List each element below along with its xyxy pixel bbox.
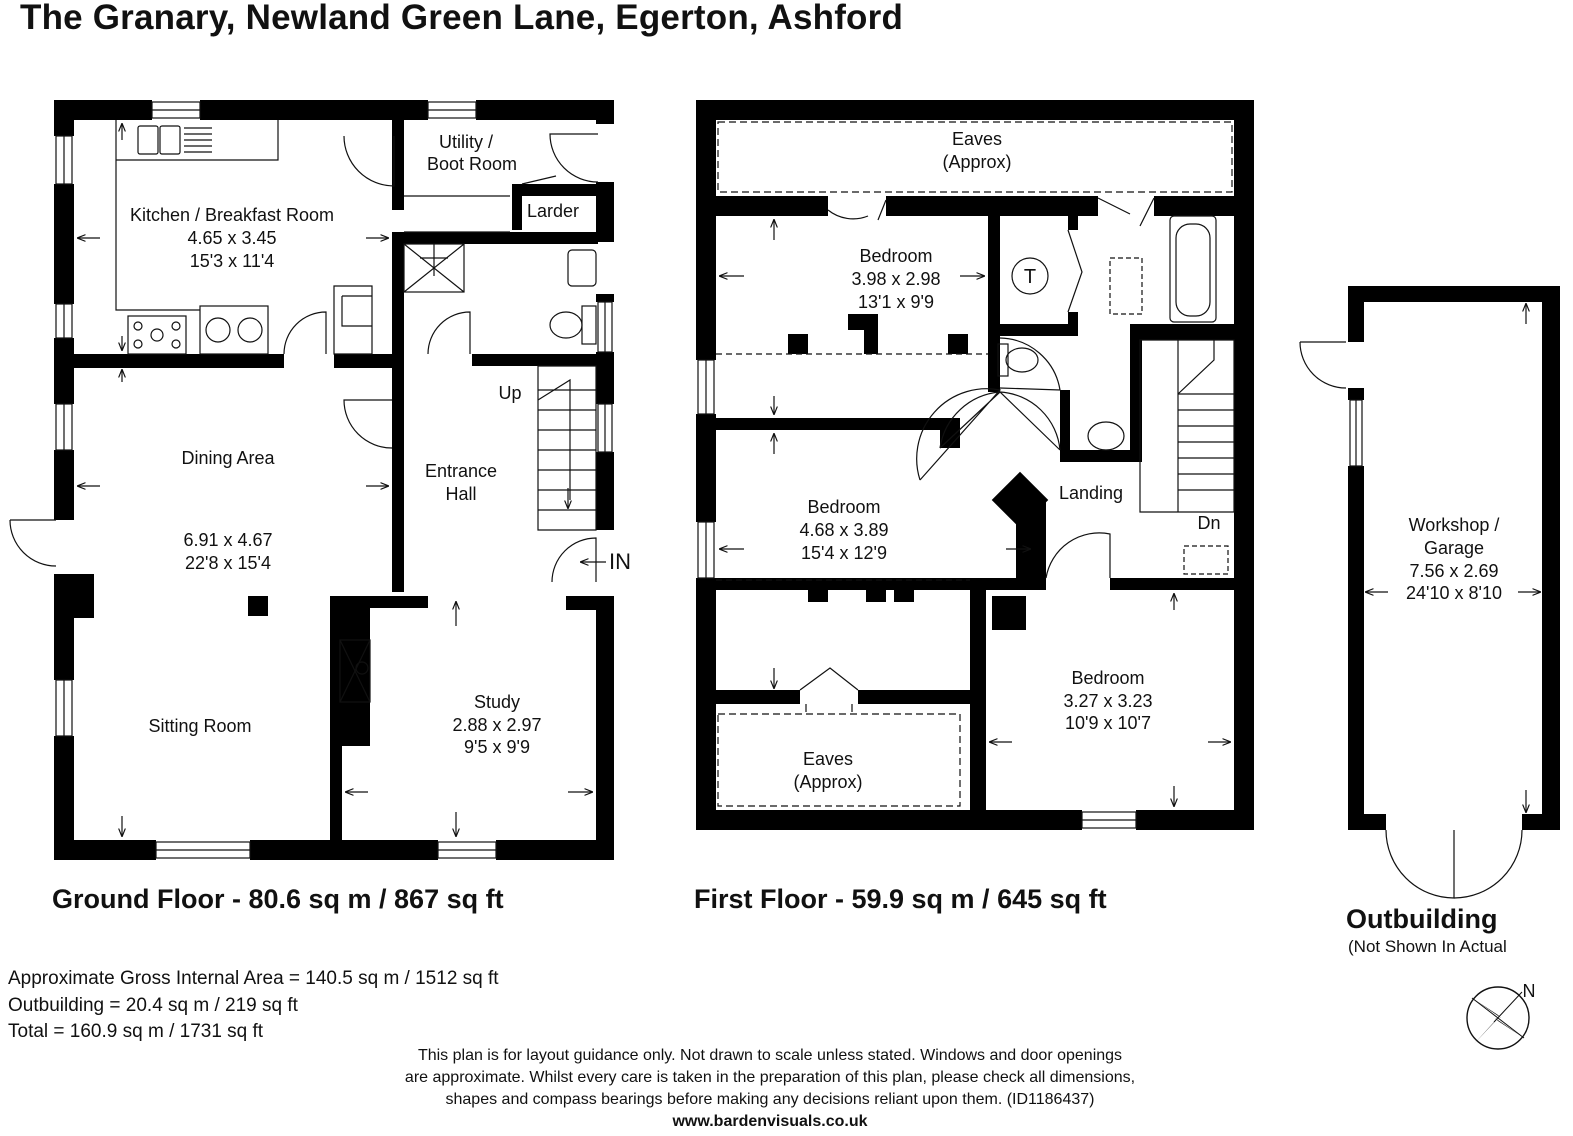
disclaimer-line1: This plan is for layout guidance only. Not drawn to scale unless stated. Windows and door openings (417, 1047, 1123, 1064)
outbuilding-area: Outbuilding = 20.4 sq m / 219 sq ft (8, 995, 298, 1016)
compass-label: N (1522, 981, 1536, 1001)
workshop-metric: 7.56 x 2.69 (1409, 561, 1499, 581)
bedroom2-imperial: 15'4 x 12'9 (801, 543, 887, 563)
outbuilding-dimension-arrows (1366, 304, 1540, 812)
first-floor-title: First Floor - 59.9 sq m / 645 sq ft (694, 884, 1107, 914)
bedroom3-name: Bedroom (1071, 668, 1145, 688)
utility-name-line1: Utility / (439, 132, 493, 152)
dining-name: Dining Area (181, 448, 275, 468)
tank-symbol: T (1023, 266, 1037, 288)
kitchen-name: Kitchen / Breakfast Room (129, 205, 335, 225)
first-stair-label: Dn (1197, 513, 1221, 533)
eaves-top-line2: (Approx) (942, 152, 1012, 172)
disclaimer-line3: shapes and compass bearings before making any decisions reliant upon them. (ID1186437) (445, 1091, 1095, 1108)
workshop-name-line1: Workshop / (1408, 515, 1500, 535)
bedroom3-metric: 3.27 x 3.23 (1063, 691, 1153, 711)
ground-stair-label: Up (498, 383, 522, 403)
ground-floor-title: Ground Floor - 80.6 sq m / 867 sq ft (52, 884, 504, 914)
outbuilding-note: (Not Shown In Actual (1348, 937, 1507, 956)
disclaimer (330, 1045, 1210, 1133)
workshop-imperial: 24'10 x 8'10 (1406, 583, 1502, 603)
eaves-top-line1: Eaves (951, 129, 1003, 149)
ground-floor-plan (10, 100, 631, 860)
bedroom1-metric: 3.98 x 2.98 (851, 269, 941, 289)
disclaimer-line2: are approximate. Whilst every care is taken in the preparation of this plan, please check all dimensions, (404, 1069, 1136, 1086)
first-floor-plan (696, 100, 1254, 830)
first-floor-windows (698, 360, 1136, 828)
entrance-label: IN (609, 549, 631, 574)
bedroom2-metric: 4.68 x 3.89 (799, 520, 889, 540)
entrance-name-line1: Entrance (424, 461, 498, 481)
dining-metric: 6.91 x 4.67 (183, 530, 273, 550)
sitting-name: Sitting Room (148, 716, 252, 736)
total-area: Total = 160.9 sq m / 1731 sq ft (8, 1021, 264, 1042)
bedroom2-name: Bedroom (807, 497, 881, 517)
eaves-bottom-line2: (Approx) (793, 772, 863, 792)
compass-icon (1467, 987, 1529, 1049)
outbuilding-walls (1348, 286, 1560, 830)
study-metric: 2.88 x 2.97 (452, 715, 542, 735)
dining-imperial: 22'8 x 15'4 (185, 553, 271, 573)
first-floor-walls (696, 100, 1254, 830)
outbuilding-plan (1300, 286, 1560, 898)
bedroom1-name: Bedroom (859, 246, 933, 266)
larder-name: Larder (526, 201, 580, 221)
bedroom1-imperial: 13'1 x 9'9 (858, 292, 934, 312)
utility-name-line2: Boot Room (426, 154, 518, 174)
gross-area: Approximate Gross Internal Area = 140.5 sq m / 1512 sq ft (8, 968, 499, 989)
kitchen-imperial: 15'3 x 11'4 (189, 251, 275, 271)
study-imperial: 9'5 x 9'9 (464, 737, 530, 757)
study-name: Study (473, 692, 521, 712)
plan-title: The Granary, Newland Green Lane, Egerton, Ashford (20, 0, 904, 37)
workshop-name-line2: Garage (1423, 538, 1485, 558)
bedroom3-imperial: 10'9 x 10'7 (1065, 713, 1151, 733)
outbuilding-doors (1300, 342, 1522, 898)
entrance-name-line2: Hall (445, 484, 477, 504)
kitchen-metric: 4.65 x 3.45 (187, 228, 277, 248)
outbuilding-title: Outbuilding (1346, 904, 1498, 934)
landing-name: Landing (1058, 483, 1124, 503)
website-link[interactable]: www.bardenvisuals.co.uk (672, 1113, 868, 1130)
outbuilding-windows (1350, 400, 1362, 466)
eaves-bottom-line1: Eaves (802, 749, 854, 769)
